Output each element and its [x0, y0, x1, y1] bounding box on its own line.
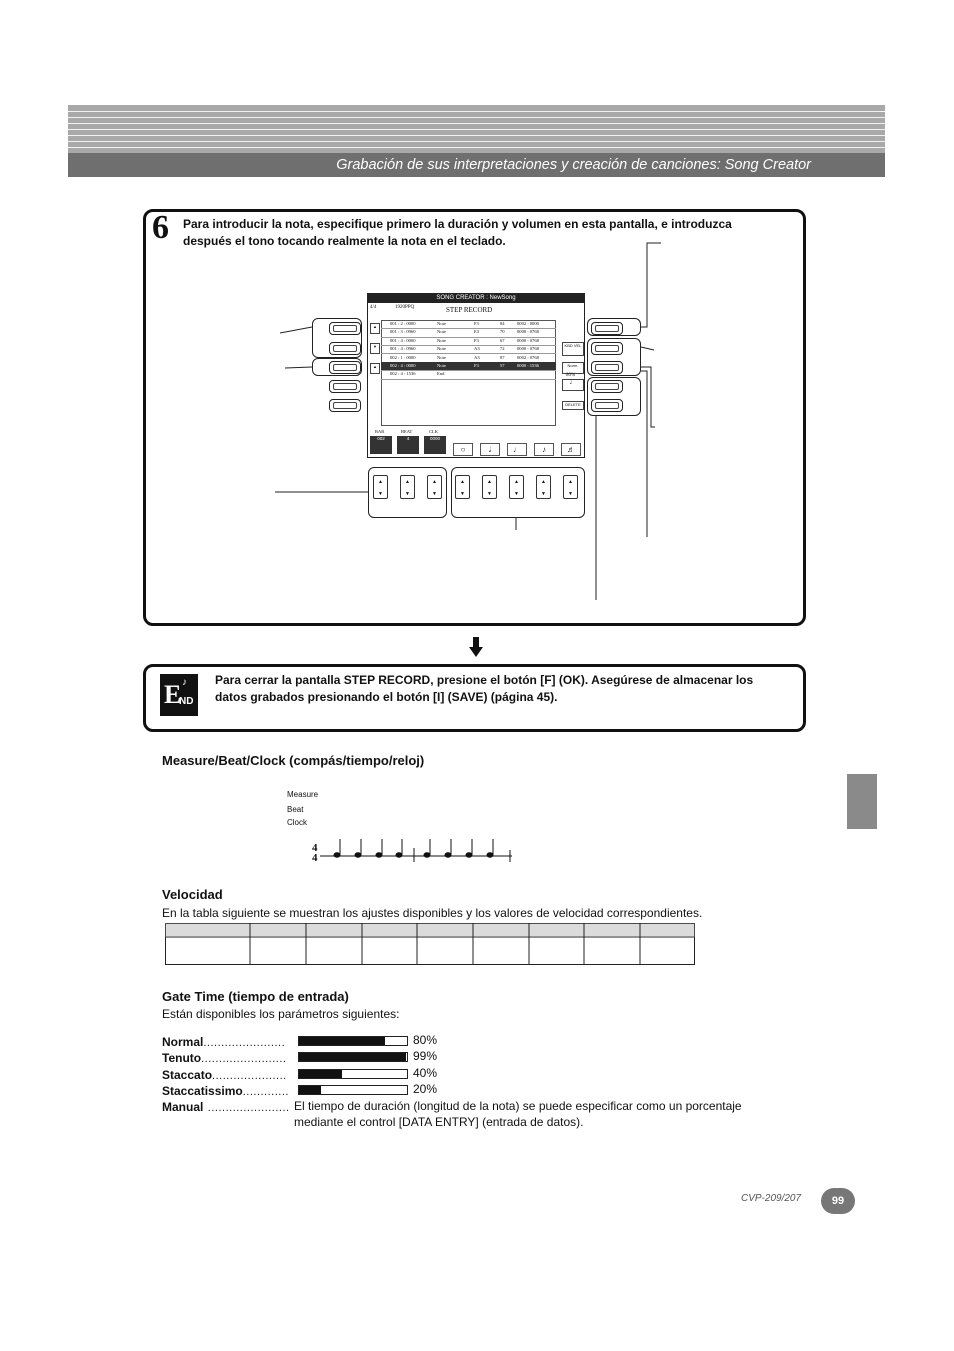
lcd-event-cell: 001 : 2 : 0000: [390, 321, 416, 326]
measure-heading: Measure/Beat/Clock (compás/tiempo/reloj): [162, 753, 425, 768]
lcd-select-icon: ▲: [370, 363, 380, 374]
lcd-event-cell: 0002 : 0000: [517, 321, 539, 326]
lcd-clk-value: 0000: [424, 436, 446, 454]
lcd-event-cell: Note: [437, 329, 446, 335]
gate-bar: [298, 1069, 408, 1079]
lcd-clk-label: CLK: [429, 429, 438, 434]
clock-label: Clock: [287, 818, 308, 827]
lcd-bar-label: BAR: [375, 429, 385, 434]
step-number: 6: [152, 209, 169, 246]
lcd-gate-label: Norm.: [562, 362, 584, 374]
quarter-note-icon[interactable]: ♩: [507, 443, 527, 456]
gate-intro: Están disponibles los parámetros siguientes:: [162, 1007, 400, 1021]
whole-note-icon[interactable]: ○: [453, 443, 473, 456]
up-down-button-8[interactable]: ▲ ▼: [563, 475, 578, 499]
lcd-resolution: 1920PPQ: [395, 305, 415, 310]
half-note-icon[interactable]: 𝅗𝅥: [480, 443, 500, 456]
lcd-event-cell: F3: [474, 321, 479, 326]
end-logo-icon: E ND ♪: [160, 674, 198, 716]
gate-row-label: Staccato.....................: [162, 1067, 287, 1082]
lcd-event-cell: Note: [437, 337, 446, 343]
lcd-event-cell: 002 : 1 : 0000: [390, 354, 416, 360]
lcd-delete-label: DELETE: [562, 401, 584, 410]
gate-manual-text: El tiempo de duración (longitud de la nota) se puede especificar como un porcentaje mediante el control [DATA ENTRY] (entrada de datos).: [294, 1099, 742, 1129]
velocity-text: En la tabla siguiente se muestran los ajustes disponibles y los valores de velocidad correspondientes.: [162, 906, 703, 920]
lcd-event-cell: Note: [437, 346, 446, 352]
lcd-down-icon: ▼: [370, 343, 380, 354]
up-down-button-4[interactable]: ▲ ▼: [455, 475, 470, 499]
gate-bar-fill: [299, 1037, 385, 1045]
lcd-note-icon: ♩: [562, 379, 584, 391]
gate-bar: [298, 1085, 408, 1095]
lcd-event-cell: 001 : 3 : 0960: [390, 329, 416, 335]
page-number: 99: [821, 1188, 855, 1214]
gate-heading: Gate Time (tiempo de entrada): [162, 989, 349, 1004]
lcd-event-cell: 002 : 4 : 0000: [390, 363, 416, 368]
lcd-event-cell: 001 : 4 : 0000: [390, 337, 416, 343]
lcd-event-cell: Note: [437, 363, 446, 368]
time-signature: 4 4: [312, 842, 318, 864]
lcd-heading: STEP RECORD: [446, 306, 493, 314]
up-down-button-5[interactable]: ▲ ▼: [482, 475, 497, 499]
lcd-time-sig: 4/4: [370, 305, 377, 310]
lcd-event-cell: End: [437, 371, 445, 377]
header-title: Grabación de sus interpretaciones y creación de canciones: Song Creator: [336, 157, 811, 173]
gate-row-manual: Manual .......................: [162, 1100, 290, 1114]
lcd-event-cell: 001 : 4 : 0960: [390, 346, 416, 352]
lcd-event-cell: 70: [500, 329, 505, 335]
lcd-event-cell: 0000 : 0768: [517, 329, 539, 335]
lcd-bar-value: 002: [370, 436, 392, 454]
lcd-event-cell: A3: [474, 346, 480, 352]
velocity-table-grid: [165, 923, 695, 965]
lcd-event-cell: 67: [500, 337, 505, 343]
lcd-title: SONG CREATOR : NewSong: [368, 294, 584, 303]
lcd-beat-value: 4: [397, 436, 419, 454]
gate-bar: [298, 1036, 408, 1046]
lcd-event-cell: 0000 : 0768: [517, 346, 539, 352]
footer-model: CVP-209/207: [741, 1193, 802, 1204]
gate-bar: [298, 1052, 408, 1062]
gate-bar-fill: [299, 1070, 342, 1078]
lcd-beat-label: BEAT: [401, 429, 413, 434]
sixteenth-note-icon[interactable]: ♬: [561, 443, 581, 456]
measure-staff-diagram: [320, 836, 520, 866]
lcd-event-cell: 0000 : 1536: [517, 363, 539, 368]
down-arrow-icon: [469, 637, 483, 657]
section-tab: [847, 774, 877, 829]
lcd-event-cell: F3: [474, 363, 479, 368]
gate-percent: 80%: [413, 1033, 438, 1047]
gate-percent: 99%: [413, 1049, 438, 1064]
up-down-button-2[interactable]: ▲ ▼: [400, 475, 415, 499]
gate-bar-fill: [299, 1053, 406, 1061]
lcd-event-cell: 87: [500, 354, 505, 360]
lcd-up-icon: ▲: [370, 323, 380, 334]
lcd-event-cell: 84: [500, 321, 505, 326]
lcd-event-cell: Note: [437, 321, 446, 326]
lcd-event-cell: 002 : 4 : 1536: [390, 371, 416, 377]
gate-row-label: Staccatissimo.............: [162, 1083, 289, 1098]
lcd-event-cell: 0002 : 0768: [517, 354, 539, 360]
end-instructions: Para cerrar la pantalla STEP RECORD, presione el botón [F] (OK). Asegúrese de almacenar los datos grabados presionando el botón [I] (SAVE) (página 45).: [215, 673, 754, 704]
velocity-heading: Velocidad: [162, 887, 223, 902]
measure-label: Measure: [287, 790, 319, 799]
up-down-button-7[interactable]: ▲ ▼: [536, 475, 551, 499]
lcd-event-cell: F3: [474, 337, 479, 343]
gate-row-label: Normal.......................: [162, 1035, 286, 1049]
lcd-event-cell: E3: [474, 329, 480, 335]
up-down-button-6[interactable]: ▲ ▼: [509, 475, 524, 499]
lcd-event-cell: A3: [474, 354, 480, 360]
gate-percent: 40%: [413, 1065, 438, 1080]
up-down-button-3[interactable]: ▲ ▼: [427, 475, 442, 499]
lcd-event-cell: 57: [500, 363, 505, 368]
lcd-event-cell: Note: [437, 354, 446, 360]
gate-row-label: Tenuto........................: [162, 1051, 287, 1066]
up-down-button-1[interactable]: ▲ ▼: [373, 475, 388, 499]
step-instructions: Para introducir la nota, especifique primero la duración y volumen en esta pantalla, e introduzca después el tono tocando realmente la nota en el teclado.: [183, 217, 732, 248]
lcd-event-cell: 0000 : 0768: [517, 337, 539, 343]
lcd-velocity-label: KBD VEL: [562, 342, 584, 356]
gate-bar-fill: [299, 1086, 321, 1094]
beat-label: Beat: [287, 805, 304, 814]
lcd-gate-pct: 80%: [566, 373, 576, 378]
gate-percent: 20%: [413, 1081, 438, 1096]
lcd-event-cell: 72: [500, 346, 505, 352]
eighth-note-icon[interactable]: ♪: [534, 443, 554, 456]
